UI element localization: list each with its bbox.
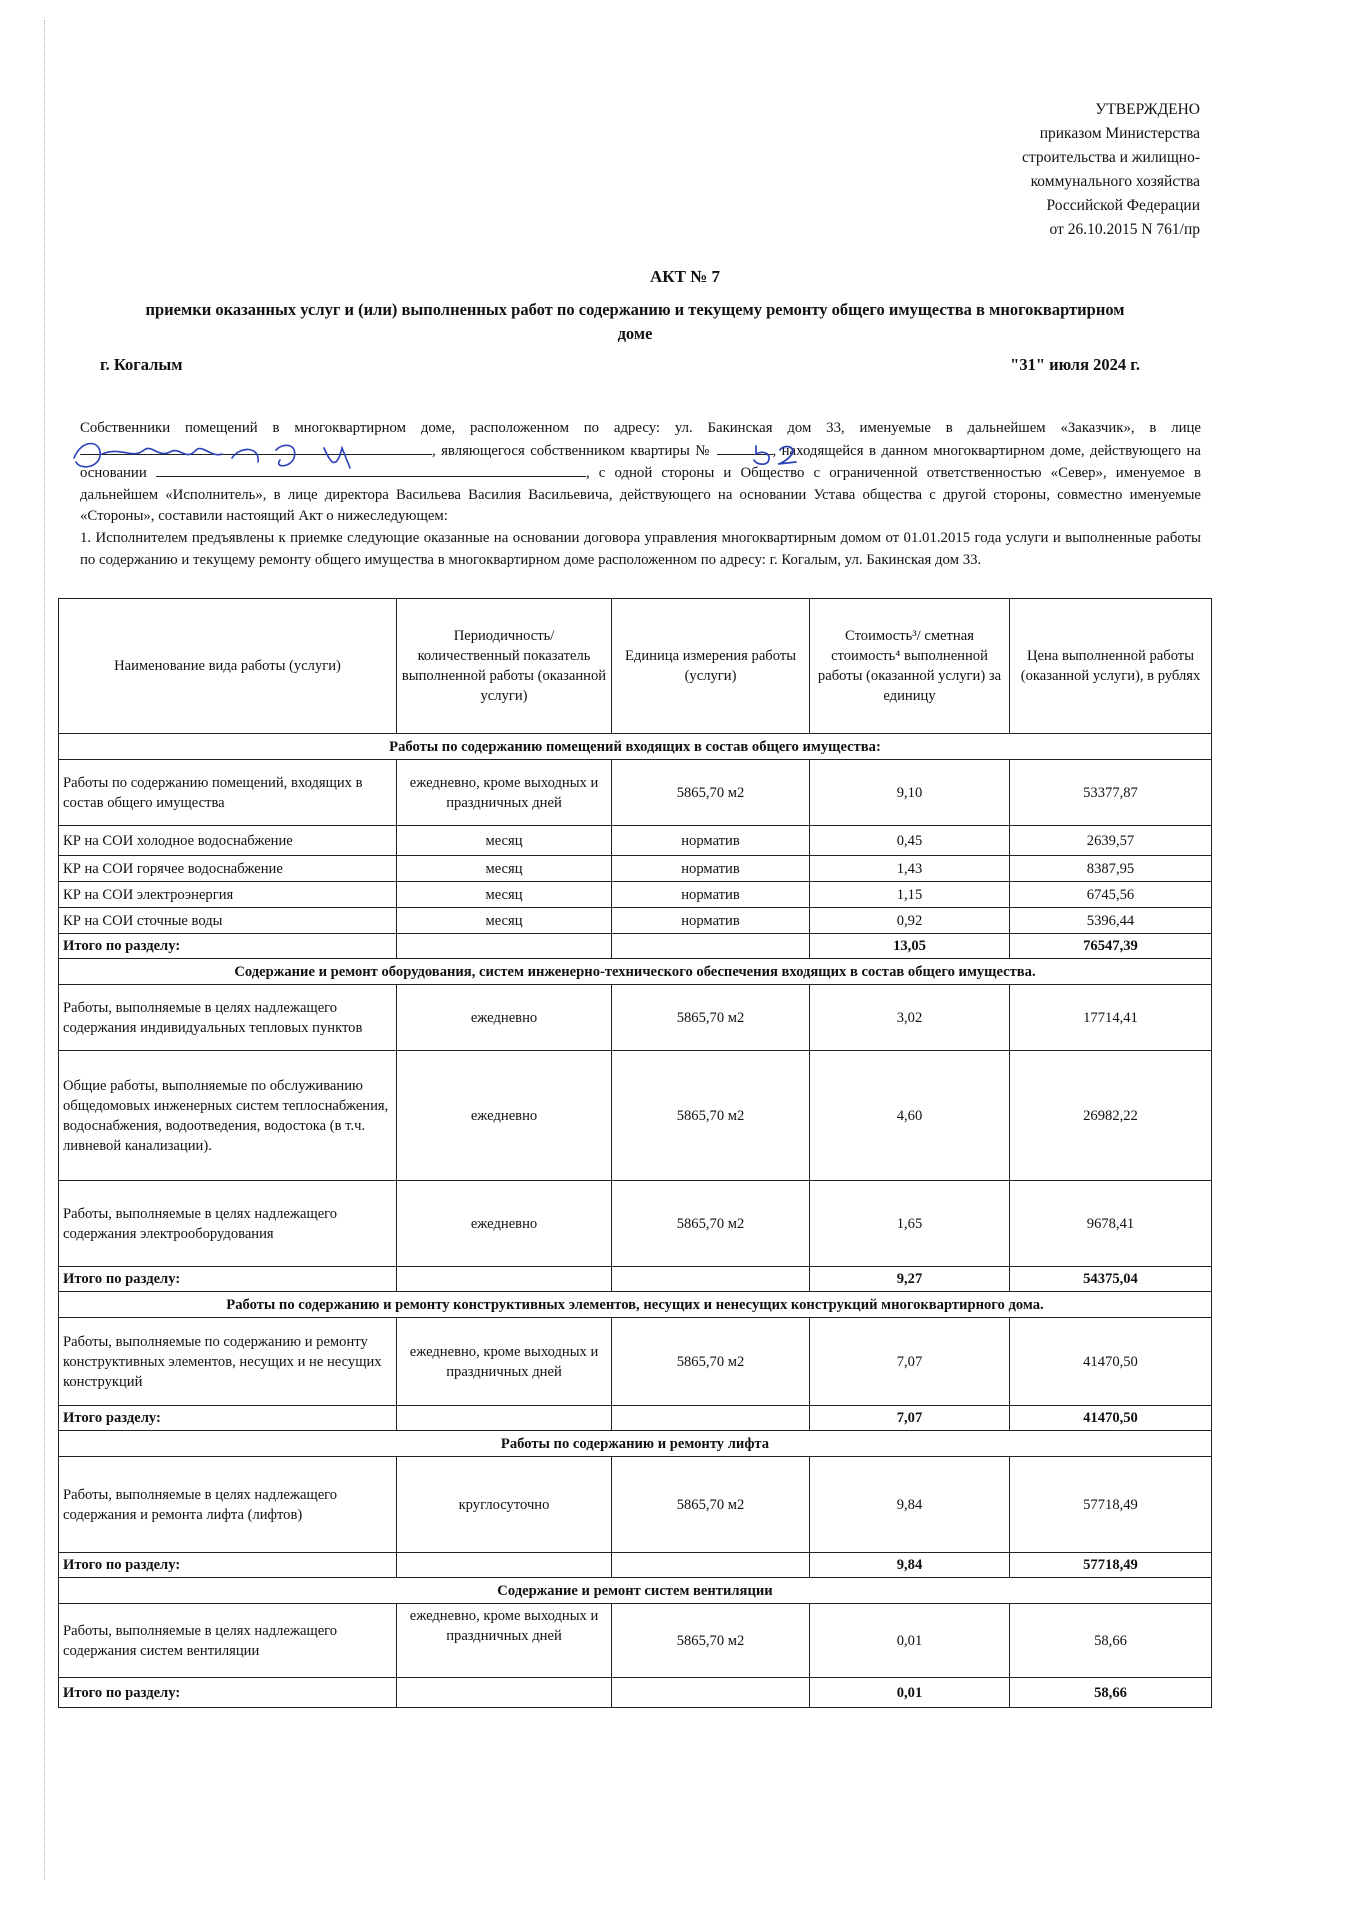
cell-cost: 7,07 <box>810 1318 1010 1406</box>
total-empty <box>397 1678 612 1708</box>
cell-unit: 5865,70 м2 <box>612 1457 810 1553</box>
intro-text <box>58 418 1201 571</box>
section-title-row <box>59 1292 1212 1318</box>
act-title: АКТ № 7 <box>649 267 721 286</box>
table-row <box>59 1318 1212 1406</box>
cell-unit: 5865,70 м2 <box>612 760 810 826</box>
total-empty <box>612 934 810 959</box>
total-empty <box>612 1678 810 1708</box>
scan-edge <box>44 20 46 1880</box>
cell-unit: 5865,70 м2 <box>612 1051 810 1181</box>
cell-name: Работы по содержанию помещений, входящих в состав общего имущества <box>59 760 397 826</box>
cell-period: месяц <box>397 826 612 856</box>
approval-line: приказом Министерства <box>1039 125 1200 142</box>
works-table <box>58 598 1212 1708</box>
cell-name: Работы, выполняемые в целях надлежащего содержания и ремонта лифта (лифтов) <box>59 1457 397 1553</box>
cell-price: 26982,22 <box>1010 1051 1212 1181</box>
cell-price: 58,66 <box>1010 1604 1212 1678</box>
act-subtitle: приемки оказанных услуг и (или) выполненных работ по содержанию и текущему ремонту общего имущества в многоквартирном доме <box>145 300 1125 343</box>
total-empty <box>397 1267 612 1292</box>
total-row <box>59 1267 1212 1292</box>
cell-price: 2639,57 <box>1010 826 1212 856</box>
cell-cost: 0,45 <box>810 826 1010 856</box>
intro-paragraph-2: 1. Исполнителем предъявлены к приемке следующие оказанные на основании договора управления многоквартирным домом от 01.01.2015 года услуги и выполненные работы по содержанию и текущему ремонту общего имущества в многоквартирном доме расположенном по адресу: г. Когалым, ул. Бакинская дом 33. <box>80 529 1201 568</box>
approval-line: Российской Федерации <box>1046 197 1200 214</box>
table-row <box>59 1181 1212 1267</box>
cell-cost: 1,65 <box>810 1181 1010 1267</box>
section-title: Работы по содержанию помещений входящих в состав общего имущества: <box>59 734 1212 760</box>
total-label: Итого по разделу: <box>59 1678 397 1708</box>
cell-cost: 9,10 <box>810 760 1010 826</box>
table-row <box>59 1457 1212 1553</box>
cell-cost: 9,84 <box>810 1457 1010 1553</box>
header-name: Наименование вида работы (услуги) <box>59 599 397 734</box>
cell-period: круглосуточно <box>397 1457 612 1553</box>
cell-unit: 5865,70 м2 <box>612 1318 810 1406</box>
basis-blank <box>156 462 586 477</box>
cell-period: ежедневно <box>397 985 612 1051</box>
header-period: Периодичность/ количественный показатель выполненной работы (оказанной услуги) <box>397 599 612 734</box>
total-price: 57718,49 <box>1010 1553 1212 1578</box>
table-row <box>59 908 1212 934</box>
cell-cost: 3,02 <box>810 985 1010 1051</box>
total-price: 76547,39 <box>1010 934 1212 959</box>
act-date: "31" июля 2024 г. <box>1010 355 1140 374</box>
cell-name: Работы, выполняемые в целях надлежащего содержания электрооборудования <box>59 1181 397 1267</box>
table-header-row <box>59 599 1212 734</box>
cell-name: КР на СОИ горячее водоснабжение <box>59 856 397 882</box>
approval-line: УТВЕРЖДЕНО <box>1095 101 1200 118</box>
cell-unit: норматив <box>612 856 810 882</box>
cell-unit: 5865,70 м2 <box>612 985 810 1051</box>
cell-cost: 0,92 <box>810 908 1010 934</box>
section-title-row <box>59 959 1212 985</box>
header-unit: Единица измерения работы (услуги) <box>612 599 810 734</box>
cell-cost: 1,43 <box>810 856 1010 882</box>
table-row <box>59 826 1212 856</box>
cell-cost: 1,15 <box>810 882 1010 908</box>
table-row <box>59 1051 1212 1181</box>
total-cost: 9,84 <box>810 1553 1010 1578</box>
total-price: 41470,50 <box>1010 1406 1212 1431</box>
total-cost: 7,07 <box>810 1406 1010 1431</box>
cell-price: 53377,87 <box>1010 760 1212 826</box>
cell-unit: норматив <box>612 826 810 856</box>
table-row <box>59 882 1212 908</box>
total-cost: 9,27 <box>810 1267 1010 1292</box>
cell-unit: норматив <box>612 908 810 934</box>
cell-price: 17714,41 <box>1010 985 1212 1051</box>
total-row <box>59 1406 1212 1431</box>
cell-price: 5396,44 <box>1010 908 1212 934</box>
header-price: Цена выполненной работы (оказанной услуги), в рублях <box>1010 599 1212 734</box>
total-label: Итого по разделу: <box>59 934 397 959</box>
cell-name: Работы, выполняемые в целях надлежащего содержания индивидуальных тепловых пунктов <box>59 985 397 1051</box>
cell-unit: 5865,70 м2 <box>612 1604 810 1678</box>
total-row <box>59 1553 1212 1578</box>
section-title: Работы по содержанию и ремонту конструктивных элементов, несущих и ненесущих конструкций многоквартирного дома. <box>59 1292 1212 1318</box>
total-empty <box>612 1553 810 1578</box>
approval-line: от 26.10.2015 N 761/пр <box>1049 221 1200 238</box>
cell-period: ежедневно <box>397 1181 612 1267</box>
cell-price: 6745,56 <box>1010 882 1212 908</box>
total-empty <box>397 1406 612 1431</box>
total-price: 54375,04 <box>1010 1267 1212 1292</box>
total-empty <box>612 1406 810 1431</box>
cell-price: 8387,95 <box>1010 856 1212 882</box>
total-label: Итого разделу: <box>59 1406 397 1431</box>
total-cost: 0,01 <box>810 1678 1010 1708</box>
cell-period: ежедневно, кроме выходных и праздничных дней <box>397 760 612 826</box>
total-cost: 13,05 <box>810 934 1010 959</box>
total-row <box>59 934 1212 959</box>
intro-text-part: , находящейся в данном многоквартирном доме, действующего на основании <box>80 442 1201 482</box>
total-label: Итого по разделу: <box>59 1267 397 1292</box>
section-title: Содержание и ремонт систем вентиляции <box>59 1578 1212 1604</box>
cell-name: КР на СОИ электроэнергия <box>59 882 397 908</box>
total-empty <box>612 1267 810 1292</box>
cell-price: 41470,50 <box>1010 1318 1212 1406</box>
cell-price: 9678,41 <box>1010 1181 1212 1267</box>
cell-period: месяц <box>397 856 612 882</box>
total-price: 58,66 <box>1010 1678 1212 1708</box>
section-title-row <box>59 1578 1212 1604</box>
total-empty <box>397 1553 612 1578</box>
cell-price: 57718,49 <box>1010 1457 1212 1553</box>
header-cost: Стоимость³/ сметная стоимость⁴ выполненной работы (оказанной услуги) за единицу <box>810 599 1010 734</box>
total-label: Итого по разделу: <box>59 1553 397 1578</box>
cell-name: КР на СОИ холодное водоснабжение <box>59 826 397 856</box>
table-row <box>59 985 1212 1051</box>
section-title-row <box>59 1431 1212 1457</box>
cell-cost: 4,60 <box>810 1051 1010 1181</box>
approval-line: коммунального хозяйства <box>1030 173 1200 190</box>
table-row <box>59 856 1212 882</box>
approval-line: строительства и жилищно- <box>1022 149 1200 166</box>
cell-name: Работы, выполняемые в целях надлежащего содержания систем вентиляции <box>59 1604 397 1678</box>
cell-period: ежедневно, кроме выходных и праздничных дней <box>397 1318 612 1406</box>
intro-text-part: , являющегося собственником квартиры № <box>432 442 712 459</box>
cell-unit: 5865,70 м2 <box>612 1181 810 1267</box>
cell-period: ежедневно, кроме выходных и праздничных дней <box>397 1604 612 1678</box>
act-city: г. Когалым <box>100 355 183 374</box>
cell-period: месяц <box>397 882 612 908</box>
approval-block <box>900 98 1200 242</box>
cell-name: Работы, выполняемые по содержанию и ремонту конструктивных элементов, несущих и не несущих конструкций <box>59 1318 397 1406</box>
representative-blank <box>80 440 432 455</box>
cell-period: месяц <box>397 908 612 934</box>
cell-cost: 0,01 <box>810 1604 1010 1678</box>
section-title: Работы по содержанию и ремонту лифта <box>59 1431 1212 1457</box>
cell-name: КР на СОИ сточные воды <box>59 908 397 934</box>
section-title-row <box>59 734 1212 760</box>
table-row <box>59 1604 1212 1678</box>
total-row <box>59 1678 1212 1708</box>
total-empty <box>397 934 612 959</box>
intro-paragraph <box>58 418 1201 528</box>
cell-unit: норматив <box>612 882 810 908</box>
intro-text-part: Собственники помещений в многоквартирном доме, расположенном по адресу: ул. Бакинская дом 33, именуемые в дальнейшем «Заказчик», в лице <box>80 420 1201 436</box>
cell-period: ежедневно <box>397 1051 612 1181</box>
apartment-blank <box>717 440 773 455</box>
table-row <box>59 760 1212 826</box>
intro-text-part: , с одной стороны и Общество с ограниченной ответственностью «Север», именуемое в дальнейшем «Исполнитель», в лице директора Васильева Василия Васильевича, действующего на основании Устава общества с другой стороны, совместно именуемые «Стороны», составили настоящий Акт о нижеследующем: <box>80 465 1201 525</box>
cell-name: Общие работы, выполняемые по обслуживанию общедомовых инженерных систем теплоснабжения, водоснабжения, водоотведения, водостока (в т.ч. ливневой канализации). <box>59 1051 397 1181</box>
section-title: Содержание и ремонт оборудования, систем инженерно-технического обеспечения входящих в состав общего имущества. <box>59 959 1212 985</box>
